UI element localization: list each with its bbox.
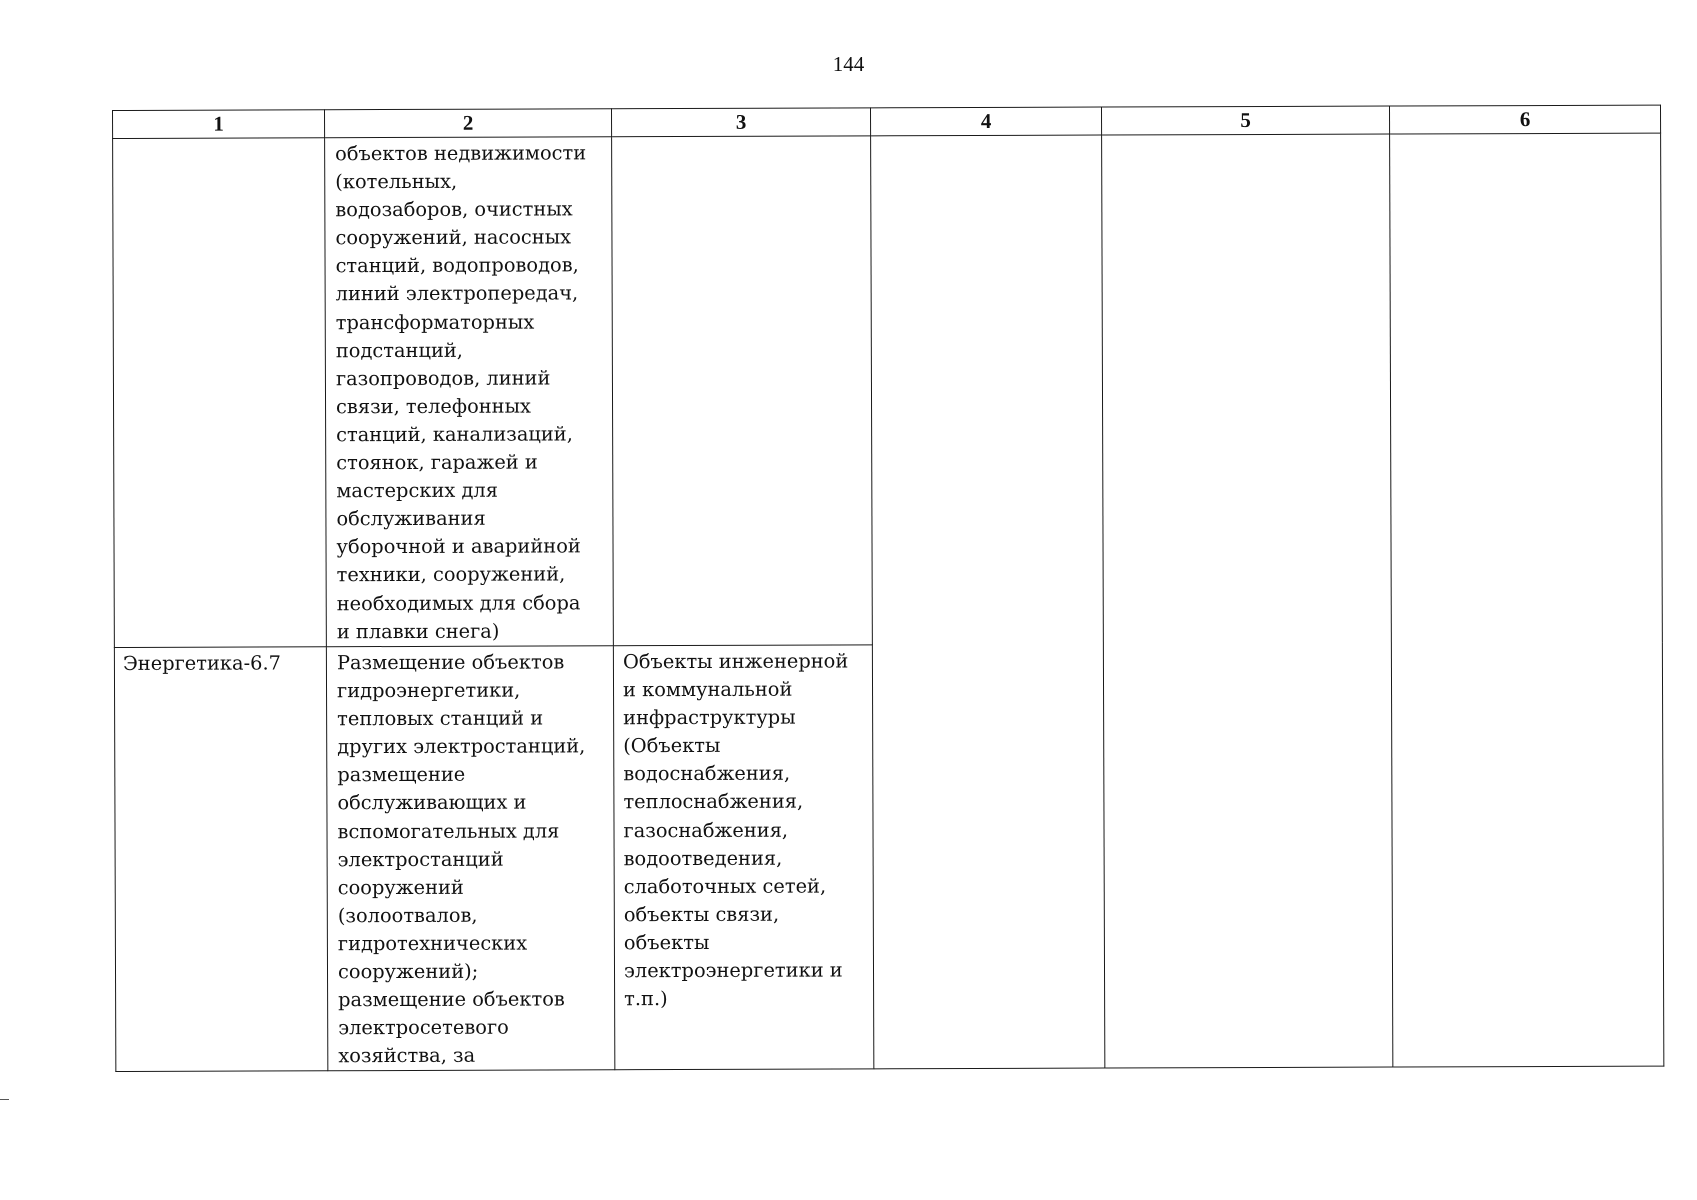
column-header-3: 3 bbox=[611, 108, 870, 137]
column-header-1: 1 bbox=[113, 110, 325, 139]
land-use-table bbox=[112, 105, 1664, 1073]
table-cell-col5 bbox=[1102, 134, 1393, 1068]
column-header-6: 6 bbox=[1389, 105, 1660, 134]
cell-text: Размещение объектов гидроэнергетики, тепловых станций и других электростанций, размещение обслуживающих и вспомогательных для электростанций сооружений (золоотвалов, гидротехнических сооружений); размещение объектов электросетевого хозяйства, за bbox=[336, 650, 586, 1068]
column-header-5: 5 bbox=[1101, 106, 1389, 135]
table-cell-description bbox=[325, 137, 614, 647]
table-cell-name bbox=[113, 138, 327, 648]
document-sheet bbox=[112, 105, 1663, 1070]
column-header-2: 2 bbox=[325, 109, 612, 138]
table-cell-objects bbox=[613, 645, 873, 1070]
cell-text: объектов недвижимости (котельных, водозаборов, очистных сооружений, насосных станций, водопроводов, линий электропередач, трансформаторных подстанций, газопроводов, линий связи, телефонных станций, канализаций, стоянок, гаражей и мастерских для обслуживания уборочной и аварийной техники, сооружений, необходимых для сбора и плавки снега) bbox=[335, 141, 587, 643]
table-cell-name bbox=[114, 647, 327, 1072]
table-cell-description bbox=[326, 646, 614, 1071]
scan-edge-mark bbox=[0, 1099, 9, 1100]
cell-text bbox=[612, 136, 870, 139]
table-cell-col6 bbox=[1390, 133, 1664, 1067]
cell-text bbox=[113, 138, 324, 141]
column-header-4: 4 bbox=[870, 107, 1101, 136]
cell-text: Объекты инженерной и коммунальной инфраструктуры (Объекты водоснабжения, теплоснабжения, газоснабжения, водоотведения, слаботочных сетей, объекты связи, объекты электроэнергетики и т.п.) bbox=[622, 649, 849, 1011]
table-cell-objects bbox=[612, 136, 873, 646]
page-number: 144 bbox=[832, 52, 865, 76]
cell-text: Энергетика-6.7 bbox=[122, 651, 281, 675]
table-row bbox=[113, 133, 1663, 647]
table-cell-col4 bbox=[871, 135, 1105, 1069]
